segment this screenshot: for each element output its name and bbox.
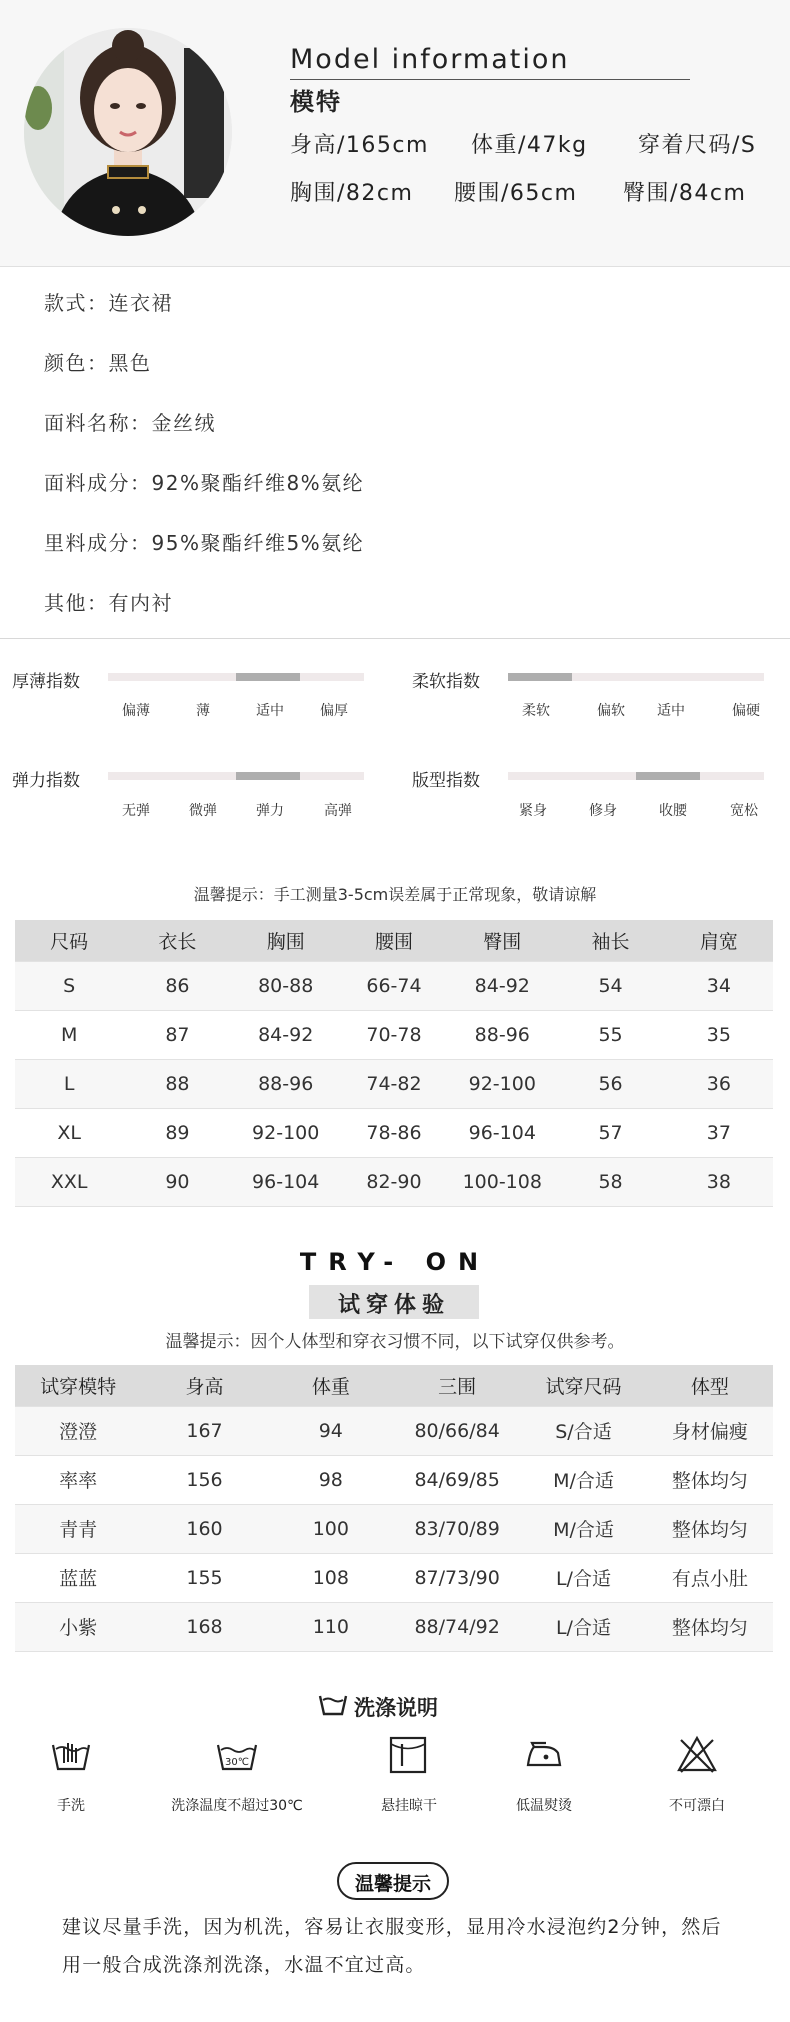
model-photo-illustration (24, 28, 232, 236)
table-cell: 87 (123, 1010, 231, 1059)
table-cell: 38 (665, 1157, 773, 1206)
table-cell: 100-108 (448, 1157, 556, 1206)
size-chart-table (15, 920, 773, 1207)
fit-option: 宽松 (730, 803, 758, 819)
no-bleach-icon (676, 1735, 718, 1775)
table-row (15, 1406, 773, 1455)
fit-index-label: 版型指数 (412, 771, 480, 791)
table-cell: 80-88 (232, 961, 340, 1010)
table-cell: 86 (123, 961, 231, 1010)
section-divider (0, 638, 790, 639)
table-cell: 82-90 (340, 1157, 448, 1206)
table-cell: 有点小肚 (647, 1553, 773, 1602)
model-weight: 体重/47kg (471, 133, 588, 158)
attr-color: 颜色：黑色 (44, 351, 152, 375)
table-cell: L (15, 1059, 123, 1108)
table-cell: 90 (123, 1157, 231, 1206)
table-cell: M (15, 1010, 123, 1059)
table-cell: 88/74/92 (394, 1602, 520, 1651)
size-measure-tip: 温馨提示：手工测量3-5cm误差属于正常现象，敬请谅解 (193, 885, 597, 904)
attr-fabric-composition: 面料成分：92%聚酯纤维8%氨纶 (44, 471, 365, 495)
table-cell: S/合适 (520, 1406, 646, 1455)
table-cell: 96-104 (232, 1157, 340, 1206)
wash-heading (318, 1692, 438, 1720)
size-table-header-cell: 尺码 (15, 920, 123, 961)
attr-style: 款式：连衣裙 (44, 291, 173, 315)
wash-30-badge: 30℃ (225, 1757, 249, 1768)
table-row (15, 1455, 773, 1504)
size-table-header-cell: 臀围 (448, 920, 556, 961)
table-cell: 整体均匀 (647, 1504, 773, 1553)
table-cell: XXL (15, 1157, 123, 1206)
model-bust: 胸围/82cm (290, 181, 414, 206)
tryon-header-cell: 体重 (268, 1365, 394, 1406)
table-cell: 100 (268, 1504, 394, 1553)
fit-option: 收腰 (659, 803, 687, 819)
table-cell: M/合适 (520, 1455, 646, 1504)
table-cell: 37 (665, 1108, 773, 1157)
model-size: 穿着尺码/S (638, 133, 757, 158)
table-cell: 34 (665, 961, 773, 1010)
table-cell: 小紫 (15, 1602, 141, 1651)
tryon-table (15, 1365, 773, 1652)
table-cell: 54 (556, 961, 664, 1010)
size-table-header-cell: 腰围 (340, 920, 448, 961)
table-cell: 155 (141, 1553, 267, 1602)
table-cell: S (15, 961, 123, 1010)
softness-index-track (508, 673, 764, 681)
table-cell: 整体均匀 (647, 1455, 773, 1504)
thickness-index-track (108, 673, 364, 681)
thickness-option: 适中 (256, 703, 284, 719)
table-cell: M/合适 (520, 1504, 646, 1553)
attr-fabric-name: 面料名称：金丝绒 (44, 411, 216, 435)
low-iron-icon (524, 1735, 564, 1775)
table-cell: 56 (556, 1059, 664, 1108)
thickness-option: 偏薄 (122, 703, 150, 719)
table-cell: L/合适 (520, 1553, 646, 1602)
elasticity-option: 高弹 (324, 803, 352, 819)
table-row (15, 1504, 773, 1553)
hang-dry-icon (388, 1735, 428, 1775)
model-avatar (24, 28, 232, 236)
elasticity-index-fill (236, 772, 300, 780)
table-cell: 88-96 (232, 1059, 340, 1108)
size-table-header-cell: 袖长 (556, 920, 664, 961)
table-row (15, 1059, 773, 1108)
table-cell: 36 (665, 1059, 773, 1108)
thickness-option: 偏厚 (320, 703, 348, 719)
table-cell: 35 (665, 1010, 773, 1059)
table-cell: XL (15, 1108, 123, 1157)
notice-text-line-2: 用一般合成洗涤剂洗涤，水温不宜过高。 (62, 1954, 426, 1976)
table-cell: 84-92 (448, 961, 556, 1010)
table-cell: 身材偏瘦 (647, 1406, 773, 1455)
table-cell: 澄澄 (15, 1406, 141, 1455)
table-cell: 55 (556, 1010, 664, 1059)
thickness-option: 薄 (196, 703, 210, 719)
model-title-en: Model information (290, 44, 570, 75)
table-cell: 168 (141, 1602, 267, 1651)
model-title-cn: 模特 (290, 88, 342, 116)
table-cell: 74-82 (340, 1059, 448, 1108)
table-row (15, 961, 773, 1010)
table-cell: 80/66/84 (394, 1406, 520, 1455)
table-cell: 156 (141, 1455, 267, 1504)
notice-text-line-1: 建议尽量手洗，因为机洗，容易让衣服变形，显用冷水浸泡约2分钟，然后 (62, 1916, 722, 1938)
table-cell: 84-92 (232, 1010, 340, 1059)
fit-index-track (508, 772, 764, 780)
softness-option: 偏硬 (732, 703, 760, 719)
elasticity-index-label: 弹力指数 (12, 771, 80, 791)
elasticity-index-track (108, 772, 364, 780)
table-row (15, 1553, 773, 1602)
table-row (15, 1010, 773, 1059)
table-cell: 58 (556, 1157, 664, 1206)
model-height: 身高/165cm (290, 133, 429, 158)
tryon-header-cell: 试穿尺码 (520, 1365, 646, 1406)
table-cell: 70-78 (340, 1010, 448, 1059)
model-hip: 臀围/84cm (623, 181, 747, 206)
attr-other: 其他：有内衬 (44, 591, 173, 615)
table-cell: 78-86 (340, 1108, 448, 1157)
no-bleach-label: 不可漂白 (669, 1798, 725, 1814)
table-row (15, 1108, 773, 1157)
wash-title: 洗涤说明 (354, 1696, 438, 1720)
table-cell: 92-100 (232, 1108, 340, 1157)
tryon-table-header (15, 1365, 773, 1406)
table-cell: 青青 (15, 1504, 141, 1553)
wash-30-icon (215, 1735, 259, 1775)
softness-index-fill (508, 673, 572, 681)
size-table-header-cell: 肩宽 (665, 920, 773, 961)
size-table-header-cell: 衣长 (123, 920, 231, 961)
table-cell: 94 (268, 1406, 394, 1455)
fit-index-fill (636, 772, 700, 780)
softness-option: 偏软 (597, 703, 625, 719)
table-row (15, 1602, 773, 1651)
table-cell: 88 (123, 1059, 231, 1108)
elasticity-option: 弹力 (256, 803, 284, 819)
low-iron-label: 低温熨烫 (516, 1798, 572, 1814)
tryon-header-cell: 三围 (394, 1365, 520, 1406)
size-table-header-cell: 胸围 (232, 920, 340, 961)
table-cell: 110 (268, 1602, 394, 1651)
hand-wash-label: 手洗 (57, 1798, 85, 1814)
model-waist: 腰围/65cm (454, 181, 578, 206)
fit-option: 修身 (589, 803, 617, 819)
table-cell: 84/69/85 (394, 1455, 520, 1504)
size-table-header (15, 920, 773, 961)
table-cell: L/合适 (520, 1602, 646, 1651)
softness-option: 柔软 (522, 703, 550, 719)
table-cell: 87/73/90 (394, 1553, 520, 1602)
tryon-title-en: TRY- ON (299, 1248, 491, 1276)
tryon-tip: 温馨提示：因个人体型和穿衣习惯不同，以下试穿仅供参考。 (165, 1332, 625, 1352)
table-cell: 83/70/89 (394, 1504, 520, 1553)
tryon-header-cell: 体型 (647, 1365, 773, 1406)
tryon-header-cell: 身高 (141, 1365, 267, 1406)
hang-dry-label: 悬挂晾干 (381, 1798, 437, 1814)
section-divider (0, 266, 790, 267)
table-cell: 率率 (15, 1455, 141, 1504)
hand-wash-icon (50, 1735, 92, 1775)
table-cell: 108 (268, 1553, 394, 1602)
table-cell: 整体均匀 (647, 1602, 773, 1651)
model-title-divider (290, 79, 690, 80)
elasticity-option: 无弹 (122, 803, 150, 819)
table-cell: 88-96 (448, 1010, 556, 1059)
wash-tub-icon (318, 1692, 348, 1718)
table-cell: 96-104 (448, 1108, 556, 1157)
table-cell: 160 (141, 1504, 267, 1553)
attr-lining-composition: 里料成分：95%聚酯纤维5%氨纶 (44, 531, 365, 555)
thickness-index-label: 厚薄指数 (12, 672, 80, 692)
table-cell: 167 (141, 1406, 267, 1455)
softness-index-label: 柔软指数 (412, 672, 480, 692)
table-cell: 蓝蓝 (15, 1553, 141, 1602)
wash-30-label: 洗涤温度不超过30℃ (171, 1798, 303, 1814)
elasticity-option: 微弹 (189, 803, 217, 819)
table-cell: 66-74 (340, 961, 448, 1010)
notice-title: 温馨提示 (354, 1873, 431, 1895)
table-cell: 98 (268, 1455, 394, 1504)
fit-option: 紧身 (519, 803, 547, 819)
table-cell: 57 (556, 1108, 664, 1157)
softness-option: 适中 (657, 703, 685, 719)
table-row (15, 1157, 773, 1206)
tryon-header-cell: 试穿模特 (15, 1365, 141, 1406)
model-info-section (0, 0, 790, 266)
table-cell: 92-100 (448, 1059, 556, 1108)
thickness-index-fill (236, 673, 300, 681)
tryon-title-cn: 试穿体验 (337, 1293, 450, 1318)
table-cell: 89 (123, 1108, 231, 1157)
